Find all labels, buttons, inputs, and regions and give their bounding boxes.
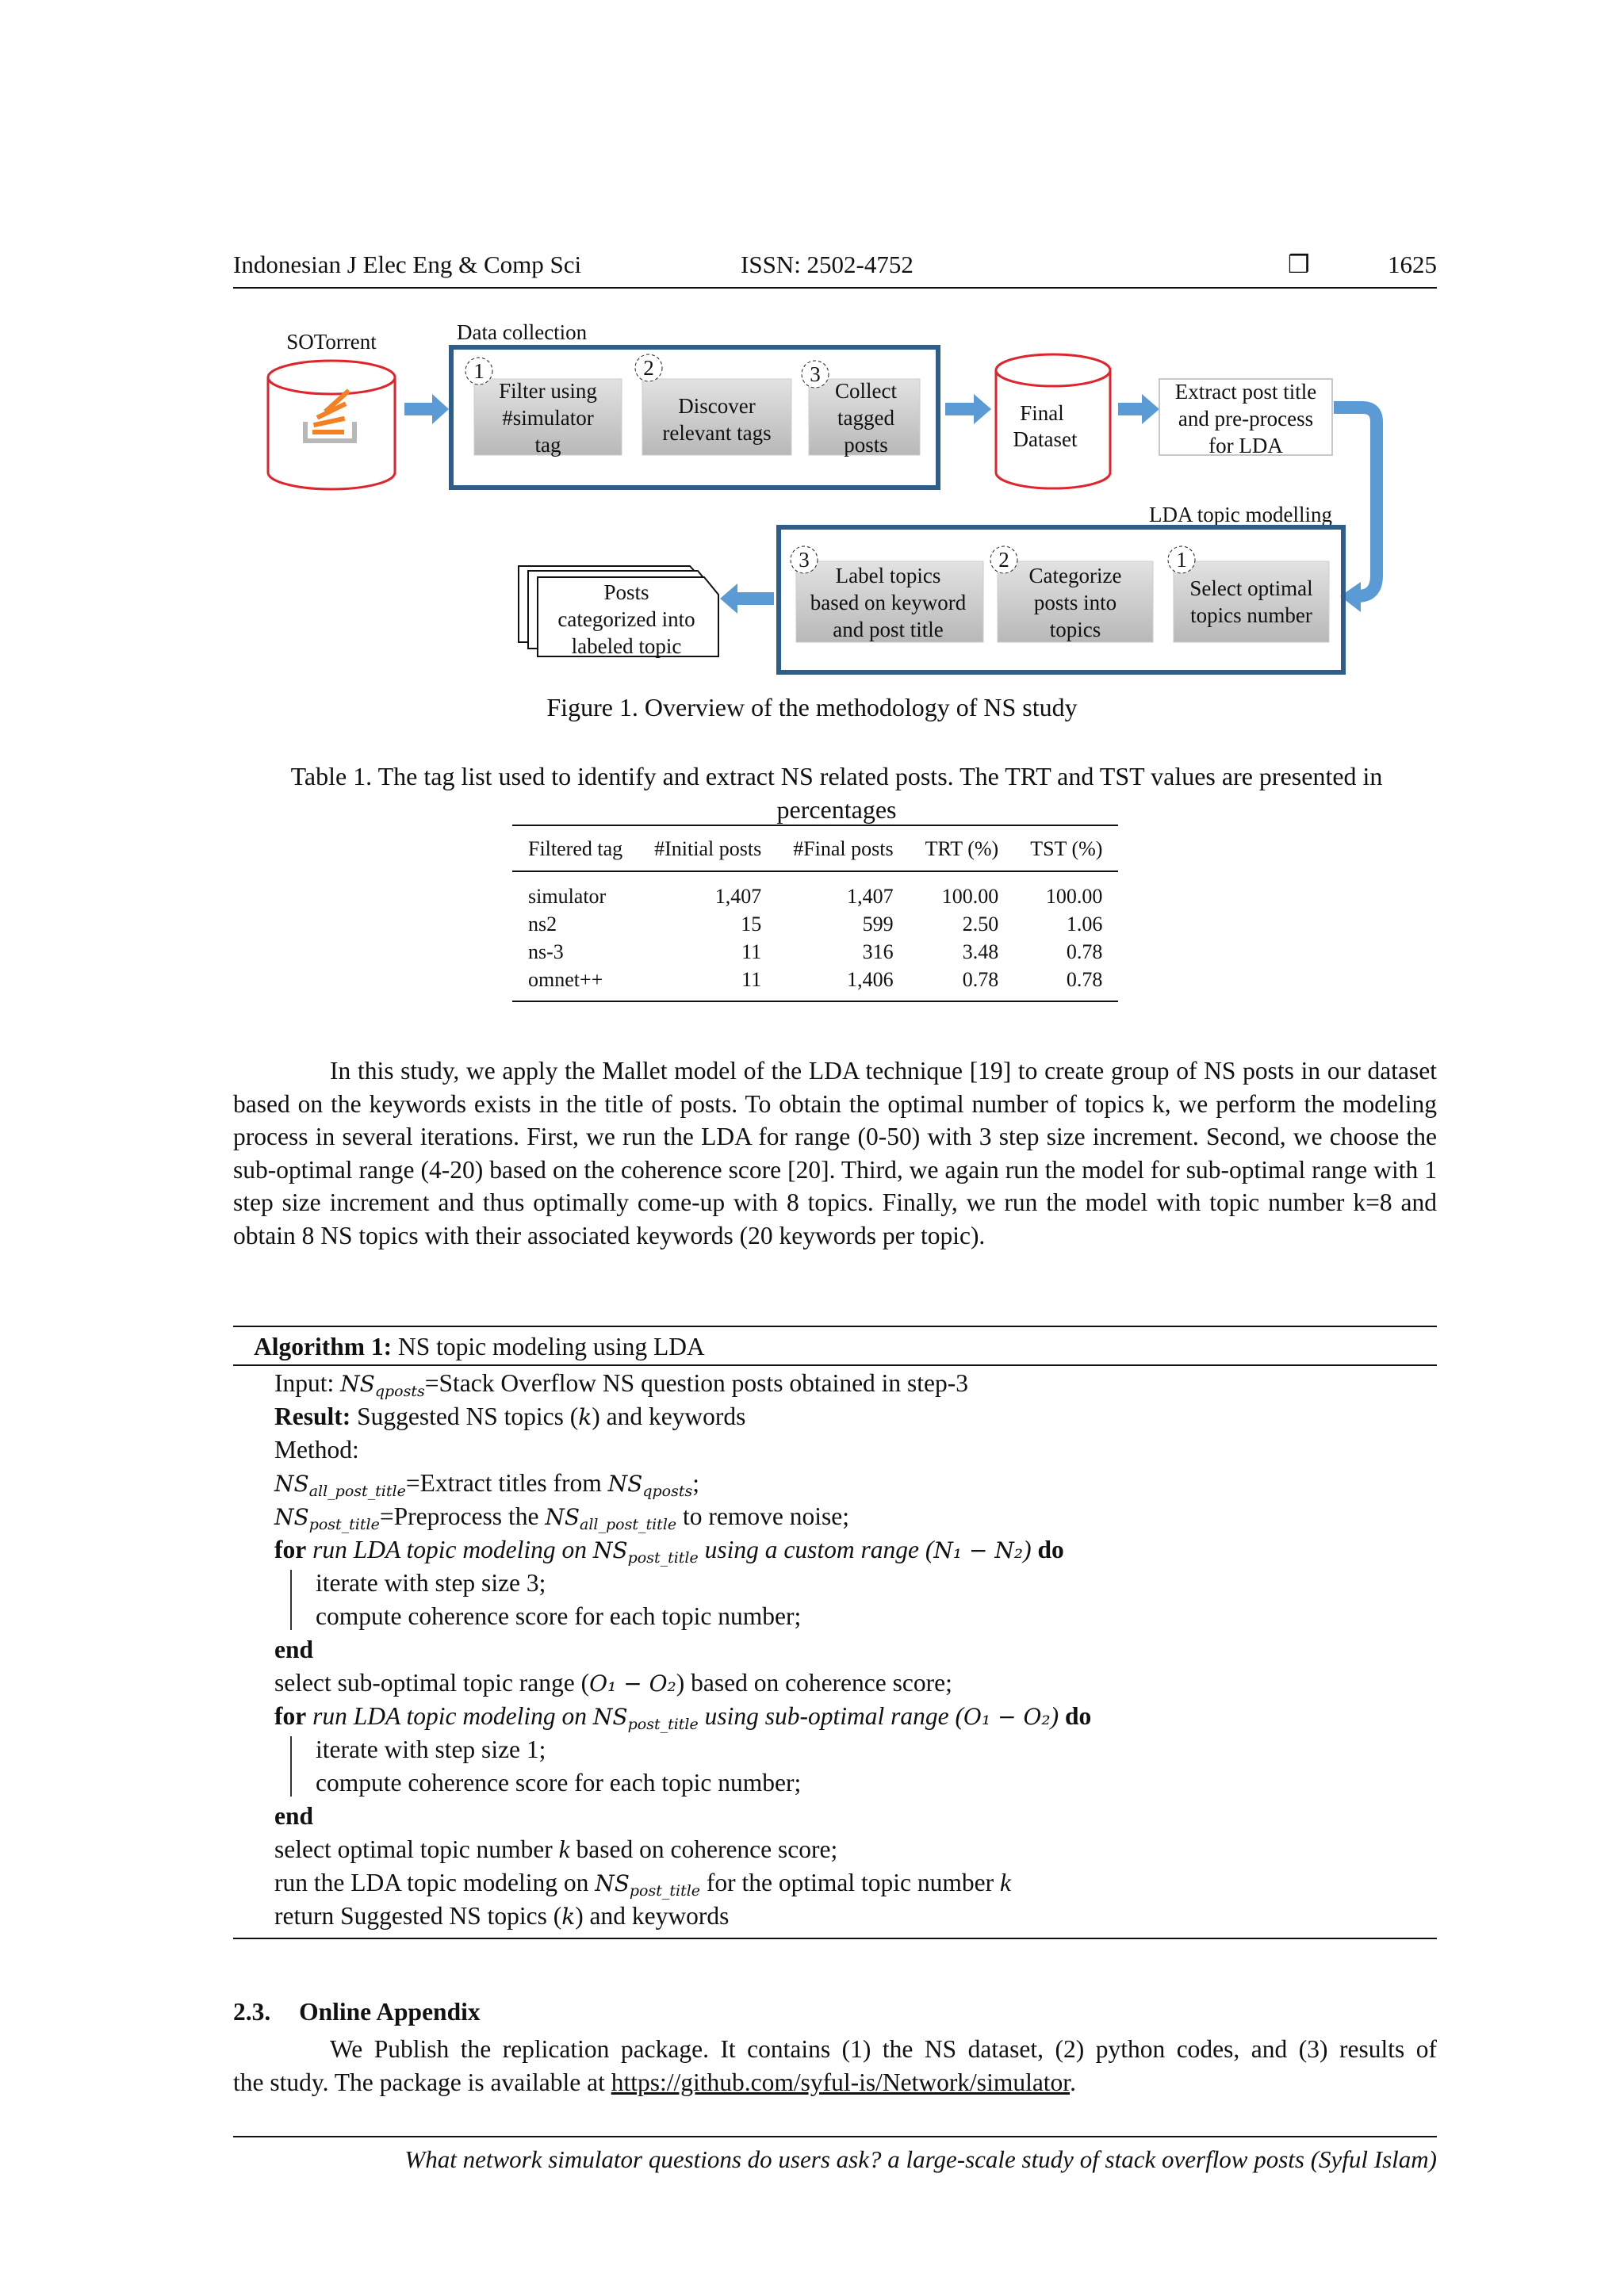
lda-step-3	[791, 546, 983, 642]
final-dataset-line-2: Dataset	[1013, 427, 1078, 451]
table-header-row	[512, 825, 1118, 871]
table-caption-line-1: Table 1. The tag list used to identify and extract NS related posts. The TRT and TST values are presented in	[290, 762, 1383, 790]
lda-step-1-line-2: topics number	[1190, 603, 1312, 627]
algorithm-return: return Suggested NS topics (k) and keywords	[274, 1902, 730, 1930]
algorithm-result: Result: Suggested NS topics (k) and keywords	[274, 1402, 746, 1430]
lda-step-2-line-1: Categorize	[1028, 564, 1122, 587]
table-cell: 1,406	[777, 966, 909, 1001]
algorithm-select-sub: select sub-optimal topic range (O₁ − O₂) based on coherence score;	[274, 1669, 952, 1697]
algorithm-end-2: end	[274, 1802, 314, 1830]
algorithm-for-1-body-2: compute coherence score for each topic number;	[316, 1602, 802, 1630]
table-cell: 3.48	[962, 940, 999, 963]
table-row	[512, 871, 1118, 910]
table-cell: 100.00	[1045, 885, 1103, 908]
algorithm-for-2-body-1: iterate with step size 1;	[316, 1735, 546, 1763]
dc-step-1-line-2: #simulator	[502, 406, 594, 430]
table-cell: 100.00	[941, 885, 999, 908]
section-heading	[233, 1998, 481, 2026]
dc-step-1-line-3: tag	[534, 433, 561, 457]
lda-step-1-line-1: Select optimal	[1189, 576, 1313, 600]
table-cell: 11	[638, 966, 777, 1001]
algorithm-title-rule	[233, 1364, 1437, 1366]
table-cell: 1,407	[847, 885, 894, 908]
dc-step-2	[635, 354, 791, 455]
sotorrent-label: SOTorrent	[286, 330, 377, 354]
running-header-journal: Indonesian J Elec Eng & Comp Sci	[233, 251, 582, 278]
lda-step-1	[1168, 546, 1329, 642]
dc-step-3-number: 3	[810, 362, 821, 386]
algorithm-for-1: for run LDA topic modeling on $NS_{post\_title}$ using a custom range (N₁ − N₂) do	[274, 1536, 1064, 1567]
table-cell: 0.78	[910, 966, 1015, 1001]
algorithm-end-1: end	[274, 1636, 314, 1663]
section-number: 2.3.	[233, 1998, 271, 2026]
dc-step-3	[802, 361, 920, 457]
lda-step-1-number: 1	[1176, 548, 1187, 572]
table-row	[512, 938, 1118, 966]
lda-step-3-number: 3	[799, 548, 810, 572]
sotorrent-database	[268, 361, 395, 489]
final-dataset-line-1: Final	[1020, 401, 1064, 425]
table-cell: 0.78	[1014, 966, 1118, 1001]
running-footer: What network simulator questions do users ask? a large-scale study of stack overflow posts (Syful Islam)	[404, 2145, 1437, 2173]
extract-box	[1159, 379, 1332, 457]
algorithm-line-extract: $NS_{all\_post\_title}=Extract$ titles from $NS_{qposts}$;	[274, 1469, 700, 1500]
posts-line-2: categorized into	[557, 607, 695, 631]
box-symbol: ❒	[1288, 251, 1310, 278]
lda-label: LDA topic modelling	[1149, 503, 1332, 526]
table-cell: 1.06	[1066, 913, 1103, 936]
methodology-figure	[0, 0, 1624, 698]
section-line-1: We Publish the replication package. It contains (1) the NS dataset, (2) python codes, and (3) results of	[330, 2035, 1437, 2063]
col-header: #Initial posts	[638, 825, 777, 871]
data-collection-label: Data collection	[457, 320, 588, 344]
section-title: Online Appendix	[299, 1998, 481, 2026]
table-cell: omnet++	[512, 966, 638, 1001]
arrow-3	[1118, 394, 1159, 424]
curved-arrow	[1334, 408, 1377, 596]
posts-line-3: labeled topic	[571, 634, 682, 658]
algorithm-bottom-rule	[233, 1938, 1437, 1939]
dc-step-1	[465, 358, 622, 457]
extract-line-1: Extract post title	[1174, 380, 1317, 404]
lda-step-2	[990, 546, 1153, 642]
for-2-body-bar	[290, 1736, 292, 1797]
footer-rule	[233, 2136, 1437, 2137]
algorithm-title-label: Algorithm 1:	[254, 1333, 393, 1360]
algorithm-title	[254, 1330, 705, 1364]
lda-step-2-line-2: posts into	[1033, 591, 1117, 614]
dc-step-3-line-3: posts	[844, 433, 888, 457]
replication-package-link[interactable]: https://github.com/syful-is/Network/simulator	[611, 2068, 1071, 2096]
running-header-issn: ISSN: 2502-4752	[741, 251, 914, 278]
table-cell: 1,407	[714, 885, 762, 908]
algorithm-top-rule	[233, 1326, 1437, 1327]
table-cell: ns-3	[528, 940, 564, 963]
table-caption	[238, 760, 1435, 826]
algorithm-method: Method:	[274, 1436, 359, 1464]
col-header: TRT (%)	[910, 825, 1015, 871]
dc-step-2-line-1: Discover	[678, 394, 756, 418]
lda-step-3-line-2: based on keyword	[810, 591, 967, 614]
table-row	[512, 966, 1118, 1001]
table-cell: 15	[741, 913, 762, 936]
body-paragraph: In this study, we apply the Mallet model of the LDA technique [19] to create group of NS posts in our dataset based on the keywords exists in the title of posts. To obtain the optimal number of topics k, we perform the modeling process in several iterations. First, we run the LDA for range (0-50) with 3 step size increment. Second, we choose the sub-optimal range (4-20) based on the coherence score [20]. Third, we again run the model for sub-optimal range with 1 step size increment and thus optimally come-up with 8 topics. Finally, we run the model with topic number k=8 and obtain 8 NS topics with their associated keywords (20 keywords per topic).	[233, 1057, 1437, 1249]
dc-step-1-line-1: Filter using	[499, 379, 597, 403]
table-row	[512, 910, 1118, 938]
dc-step-1-number: 1	[473, 359, 485, 383]
algorithm-for-2-body-2: compute coherence score for each topic number;	[316, 1769, 802, 1797]
section-line-2: the study. The package is available at https://github.com/syful-is/Network/simulator.	[233, 2068, 1076, 2096]
table-cell: 11	[741, 940, 762, 963]
table-cell: 0.78	[1066, 940, 1103, 963]
extract-line-2: and pre-process	[1178, 407, 1314, 430]
algorithm-for-1-body-1: iterate with step size 3;	[316, 1569, 546, 1597]
algorithm-line-preprocess: $NS_{post\_title}=Preprocess$ the $NS_{all\_post\_title}$ to remove noise;	[274, 1502, 849, 1533]
col-header: Filtered tag	[512, 825, 638, 871]
algorithm-title-text: NS topic modeling using LDA	[397, 1333, 705, 1360]
lda-step-2-line-3: topics	[1049, 618, 1101, 641]
figure-caption: Figure 1. Overview of the methodology of NS study	[546, 693, 1078, 721]
table-caption-line-2: percentages	[776, 795, 897, 824]
lda-step-3-line-3: and post title	[833, 618, 944, 641]
dc-step-2-number: 2	[643, 356, 654, 380]
table-cell: 2.50	[962, 913, 999, 936]
tag-table	[512, 825, 1118, 1002]
col-header: #Final posts	[777, 825, 909, 871]
posts-line-1: Posts	[603, 580, 649, 604]
dc-step-2-line-2: relevant tags	[662, 421, 772, 445]
algorithm-select-opt: select optimal topic number k based on coherence score;	[274, 1835, 838, 1863]
col-header: TST (%)	[1014, 825, 1118, 871]
section-paragraph	[233, 2033, 1437, 2099]
algorithm-run: run the LDA topic modeling on $NS_{post\_title}$ for the optimal topic number k	[274, 1869, 1011, 1900]
lda-step-2-number: 2	[998, 548, 1009, 572]
dc-step-3-line-2: tagged	[837, 406, 894, 430]
arrow-1	[404, 394, 449, 424]
posts-document-stack	[519, 566, 718, 658]
extract-line-3: for LDA	[1208, 434, 1283, 457]
table-cell: simulator	[528, 885, 607, 908]
for-1-body-bar	[290, 1570, 292, 1630]
dc-step-3-line-1: Collect	[835, 379, 897, 403]
algorithm-input: Input: $NS_{qposts}=Stack$ Overflow NS question posts obtained in step-3	[274, 1369, 969, 1400]
lda-step-3-line-1: Label topics	[835, 564, 941, 587]
final-dataset-database	[996, 354, 1110, 488]
arrow-4	[720, 584, 774, 614]
table-cell: 599	[862, 913, 894, 936]
table-cell: 316	[862, 940, 894, 963]
table-cell: ns2	[528, 913, 557, 936]
arrow-2	[945, 394, 991, 424]
page-number: 1625	[1388, 251, 1437, 278]
algorithm-for-2: for run LDA topic modeling on $NS_{post\_title}$ using sub-optimal range (O₁ − O₂) do	[274, 1702, 1092, 1733]
